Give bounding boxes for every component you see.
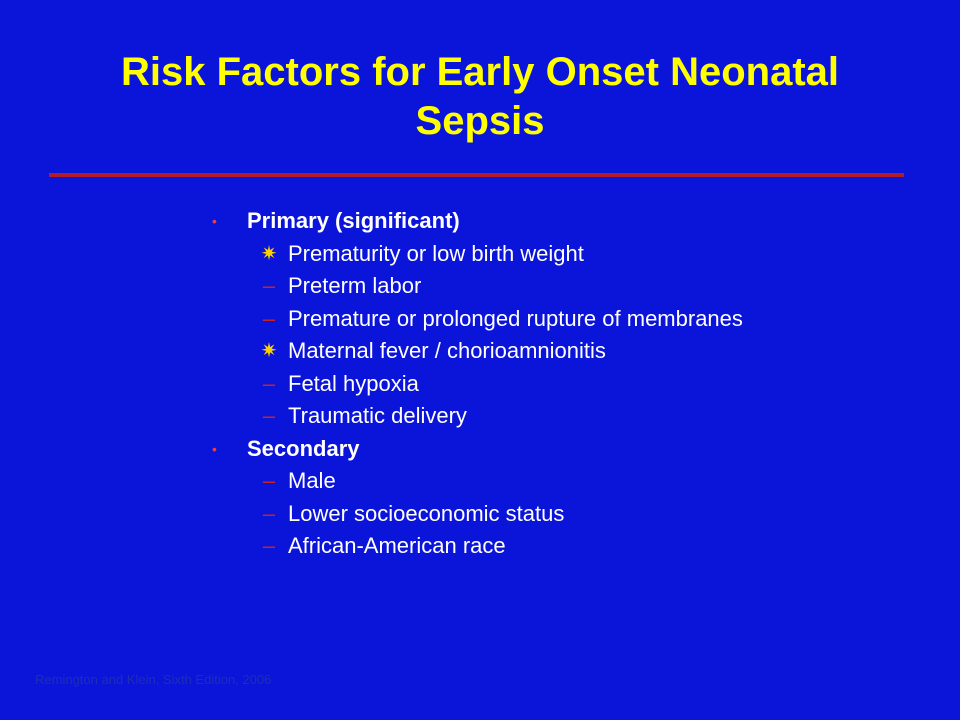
list-item-text: Premature or prolonged rupture of membranes bbox=[288, 305, 743, 331]
section-heading-label: Secondary bbox=[247, 435, 360, 461]
bullet-dot-icon: • bbox=[212, 440, 217, 457]
dash-icon: – bbox=[262, 305, 276, 331]
list-item-text: Lower socioeconomic status bbox=[288, 500, 565, 526]
list-item bbox=[210, 238, 910, 271]
list-item-text: Prematurity or low birth weight bbox=[288, 240, 584, 266]
list-item-text: Fetal hypoxia bbox=[288, 370, 419, 396]
star-icon: ✷ bbox=[260, 242, 278, 265]
star-icon: ✷ bbox=[260, 340, 278, 362]
list-item-text: Maternal fever / chorioamnionitis bbox=[288, 338, 606, 363]
slide-title-line-2: Sepsis bbox=[415, 98, 545, 143]
footer-citation: Remington and Klein, Sixth Edition, 2006 bbox=[35, 672, 272, 687]
section-heading-label: Primary (significant) bbox=[247, 208, 460, 233]
list-item-text: Traumatic delivery bbox=[288, 403, 467, 428]
dash-icon: – bbox=[262, 370, 276, 396]
list-item bbox=[210, 530, 910, 563]
slide-title bbox=[40, 48, 920, 146]
slide-title-line-1: Risk Factors for Early Onset Neonatal bbox=[120, 50, 839, 94]
list-item bbox=[210, 303, 910, 336]
dash-icon: – bbox=[262, 403, 276, 428]
dash-icon: – bbox=[262, 273, 276, 298]
dash-icon: – bbox=[262, 500, 276, 526]
list-item bbox=[210, 270, 910, 303]
list-item bbox=[210, 368, 910, 401]
title-divider bbox=[49, 173, 904, 177]
list-item bbox=[210, 400, 910, 433]
list-item bbox=[210, 498, 910, 531]
section-heading bbox=[210, 205, 910, 238]
dash-icon: – bbox=[262, 533, 276, 558]
list-item-text: Male bbox=[288, 468, 336, 493]
dash-icon: – bbox=[262, 468, 276, 493]
list-item bbox=[210, 465, 910, 498]
list-item bbox=[210, 335, 910, 368]
bullet-list bbox=[210, 205, 910, 563]
list-item-text: African-American race bbox=[288, 533, 506, 558]
section-heading bbox=[210, 433, 910, 466]
bullet-dot-icon: • bbox=[212, 213, 217, 229]
list-item-text: Preterm labor bbox=[288, 273, 422, 298]
